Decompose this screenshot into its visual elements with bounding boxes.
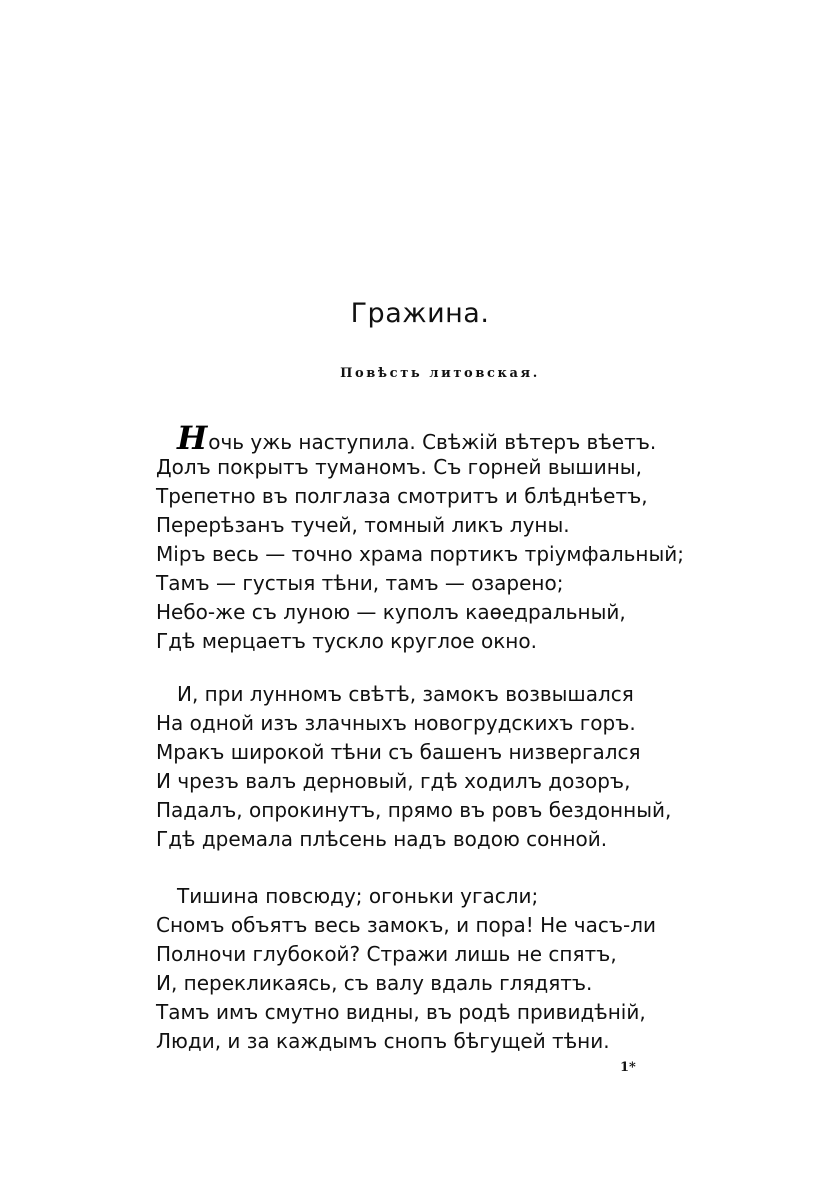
signature-mark: 1*	[620, 1060, 636, 1075]
poem-subtitle: Повѣсть литовская.	[340, 366, 540, 381]
verse-line: Падалъ, опрокинутъ, прямо въ ровъ бездонный,	[156, 798, 672, 822]
verse-line: Полночи глубокой? Стражи лишь не спятъ,	[156, 942, 617, 966]
verse-line-text: очь ужь наступила. Свѣжій вѣтеръ вѣетъ.	[208, 430, 657, 454]
verse-line: Перерѣзанъ тучей, томный ликъ луны.	[156, 513, 570, 537]
verse-line: Гдѣ дремала плѣсень надъ водою сонной.	[156, 827, 608, 851]
stanza-2	[156, 680, 756, 854]
verse-line: И, при лунномъ свѣтѣ, замокъ возвышался	[177, 682, 634, 706]
verse-line: Люди, и за каждымъ снопъ бѣгущей тѣни.	[156, 1029, 610, 1053]
verse-line: Мракъ широкой тѣни съ башенъ низвергался	[156, 740, 641, 764]
drop-cap-letter: Н	[177, 419, 208, 457]
verse-line: Сномъ объятъ весь замокъ, и пора! Не часъ-ли	[156, 913, 656, 937]
poem-title: Гражина.	[350, 298, 490, 329]
verse-line: Долъ покрытъ туманомъ. Съ горней вышины,	[156, 455, 642, 479]
verse-line: Тамъ имъ смутно видны, въ родѣ привидѣній,	[156, 1000, 646, 1024]
verse-line: Небо-же съ луною — куполъ каѳедральный,	[156, 600, 626, 624]
verse-line: Гдѣ мерцаетъ тускло круглое окно.	[156, 629, 537, 653]
verse-line: Трепетно въ полглаза смотритъ и блѣднѣетъ,	[156, 484, 648, 508]
verse-line: Тишина повсюду; огоньки угасли;	[177, 884, 539, 908]
verse-line-1	[156, 419, 756, 457]
stanza-3	[156, 882, 756, 1056]
verse-line: Міръ весь — точно храма портикъ тріумфальный;	[156, 542, 685, 566]
verse-line: Тамъ — густыя тѣни, тамъ — озарено;	[156, 571, 564, 595]
verse-line: На одной изъ злачныхъ новогрудскихъ горъ.	[156, 711, 636, 735]
verse-line: И, перекликаясь, съ валу вдаль глядятъ.	[156, 971, 593, 995]
verse-line: И чрезъ валъ дерновый, гдѣ ходилъ дозоръ,	[156, 769, 631, 793]
stanza-1	[156, 419, 756, 656]
